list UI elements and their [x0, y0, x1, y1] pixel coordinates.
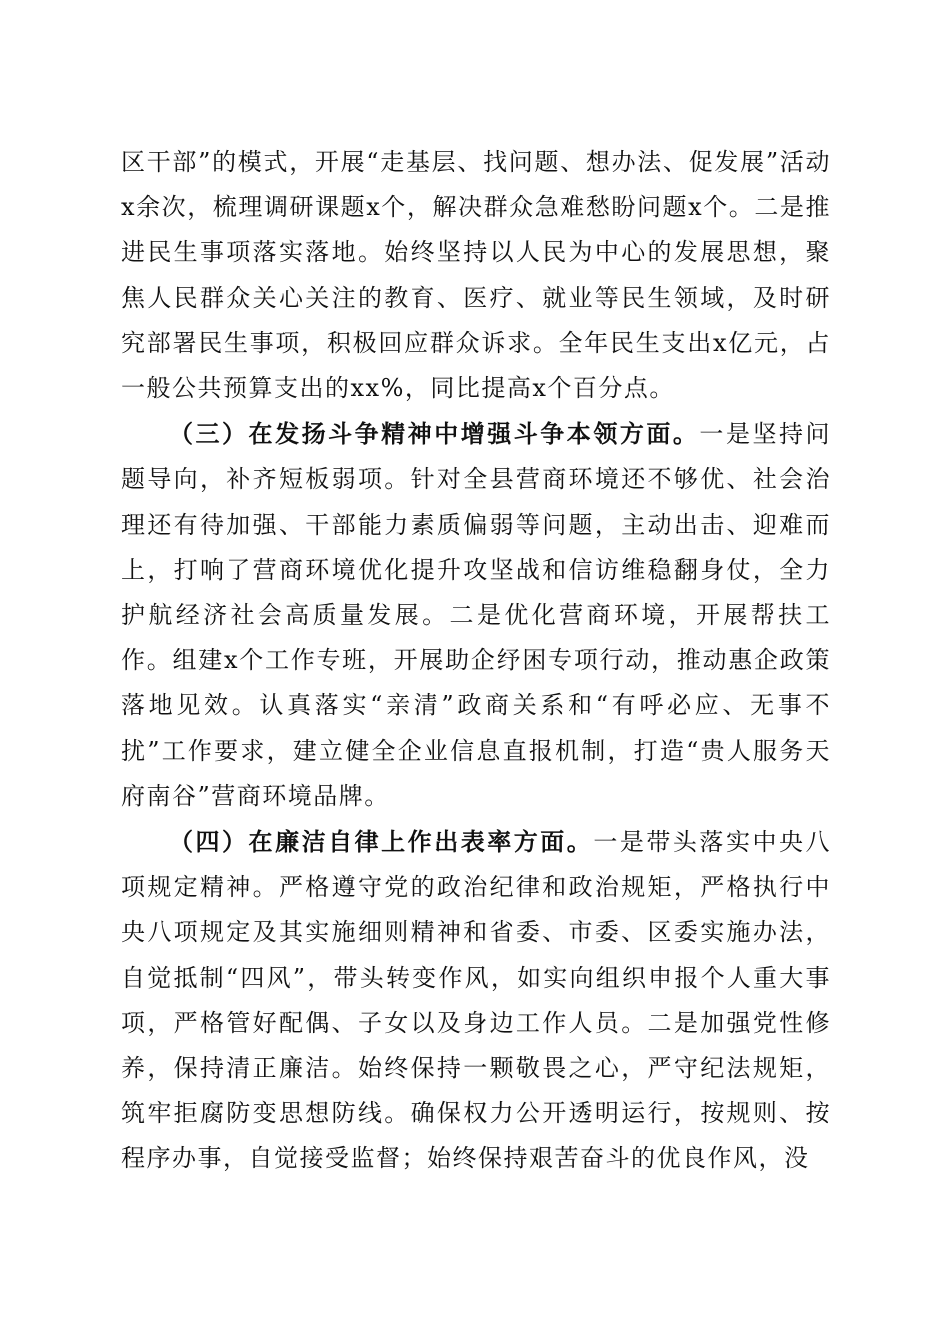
paragraph-body: 区干部”的模式，开展“走基层、找问题、想办法、促发展”活动x余次，梳理调研课题x个，解决群众急难愁盼问题x个。二是推进民生事项落实落地。始终坚持以人民为中心的发展思想，聚焦人民群众关心关注的教育、医疗、就业等民生领域，及时研究部署民生事项，积极回应群众诉求。全年民生支出x亿元，占一般公共预算支出的xx%，同比提高x个百分点。 [121, 148, 831, 403]
section-heading-4: （四）在廉洁自律上作出表率方面。 [169, 827, 594, 857]
paragraph-continuation [121, 140, 831, 411]
section-heading-3: （三）在发扬斗争精神中增强斗争本领方面。 [169, 419, 700, 449]
paragraph-body: 一是坚持问题导向，补齐短板弱项。针对全县营商环境还不够优、社会治理还有待加强、干部能力素质偏弱等问题，主动出击、迎难而上，打响了营商环境优化提升攻坚战和信访维稳翻身仗，全力护航经济社会高质量发展。二是优化营商环境，开展帮扶工作。组建x个工作专班，开展助企纾困专项行动，推动惠企政策落地见效。认真落实“亲清”政商关系和“有呼必应、无事不扰”工作要求，建立健全企业信息直报机制，打造“贵人服务天府南谷”营商环境品牌。 [121, 420, 832, 810]
document-body [121, 140, 831, 1182]
paragraph-body: 一是带头落实中央八项规定精神。严格遵守党的政治纪律和政治规矩，严格执行中央八项规定及其实施细则精神和省委、市委、区委实施办法，自觉抵制“四风”，带头转变作风，如实向组织申报个人重大事项，严格管好配偶、子女以及身边工作人员。二是加强党性修养，保持清正廉洁。始终保持一颗敬畏之心，严守纪法规矩，筑牢拒腐防变思想防线。确保权力公开透明运行，按规则、按程序办事，自觉接受监督；始终保持艰苦奋斗的优良作风，没 [121, 828, 832, 1173]
paragraph-section-3 [121, 411, 831, 819]
paragraph-section-4 [121, 819, 831, 1182]
